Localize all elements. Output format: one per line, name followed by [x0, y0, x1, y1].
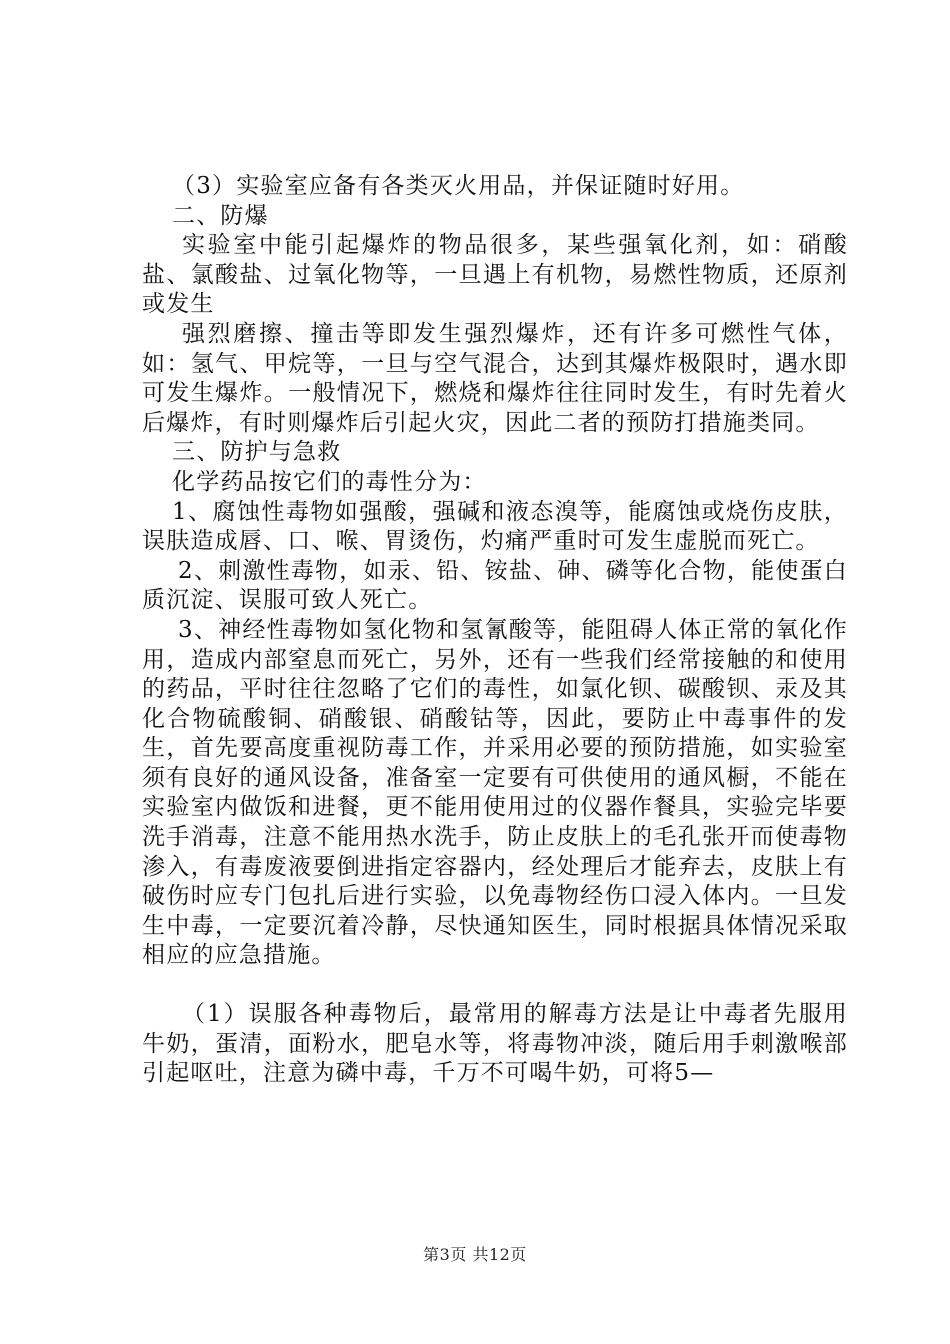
document-body: [142, 172, 848, 1089]
heading-protection-first-aid: 三、防护与急救: [172, 439, 342, 466]
list-item-neurotoxic-poisons: 3、神经性毒物如氢化物和氢氰酸等，能阻碍人体正常的氧化作用，造成内部窒息而死亡，另外，还有一些我们经常接触的和使用的药品，平时往往忽略了它们的毒性，如氯化钡、碳酸钡、汞及其化合物硫酸铜、硝酸银、硝酸钴等，因此，要防止中毒事件的发生，首先要高度重视防毒工作，并采用必要的预防措施，如实验室须有良好的通风设备，准备室一定要有可供使用的通风橱，不能在实验室内做饭和进餐，更不能用使用过的仪器作餐具，实验完毕要洗手消毒，注意不能用热水洗手，防止皮肤上的毛孔张开而使毒物渗入，有毒废液要倒进指定容器内，经处理后才能弃去，皮肤上有破伤时应专门包扎后进行实验，以免毒物经伤口浸入体内。一旦发生中毒，一定要沉着冷静，尽快通知医生，同时根据具体情况采取相应的应急措施。: [142, 616, 848, 969]
heading-explosion-prevention: 二、防爆: [172, 202, 269, 229]
page-number-footer: 第3页 共12页: [423, 1245, 527, 1264]
paragraph-ingestion-first-aid: （1）误服各种毒物后，最常用的解毒方法是让中毒者先服用牛奶，蛋清，面粉水，肥皂水等，将毒物冲淡，随后用手刺激喉部引起呕吐，注意为磷中毒，千万不可喝牛奶，可将5—: [142, 1001, 848, 1087]
paragraph-combustible-gases: 强烈磨擦、撞击等即发生强烈爆炸，还有许多可燃性气体，如：氢气、甲烷等，一旦与空气混合，达到其爆炸极限时，遇水即可发生爆炸。一般情况下，燃烧和爆炸往往同时发生，有时先着火后爆炸，有时则爆炸后引起火灾，因此二者的预防打措施类同。: [142, 320, 848, 436]
paragraph-spacer: [142, 971, 848, 1000]
list-item-irritant-poisons: 2、刺激性毒物，如汞、铅、铵盐、砷、磷等化合物，能使蛋白质沉淀、误服可致人死亡。: [142, 557, 848, 614]
paragraph-explosive-materials: 实验室中能引起爆炸的物品很多，某些强氧化剂，如：硝酸盐、氯酸盐、过氧化物等，一旦遇上有机物，易燃性物质，还原剂或发生: [142, 232, 848, 318]
list-item-corrosive-poisons: 1、腐蚀性毒物如强酸，强碱和液态溴等，能腐蚀或烧伤皮肤，误肤造成唇、口、喉、胃烫伤，灼痛严重时可发生虚脱而死亡。: [142, 498, 848, 555]
paragraph-toxicity-classes: 化学药品按它们的毒性分为：: [172, 468, 487, 495]
paragraph-fire-supplies: （3）实验室应备有各类灭火用品，并保证随时好用。: [172, 173, 745, 199]
